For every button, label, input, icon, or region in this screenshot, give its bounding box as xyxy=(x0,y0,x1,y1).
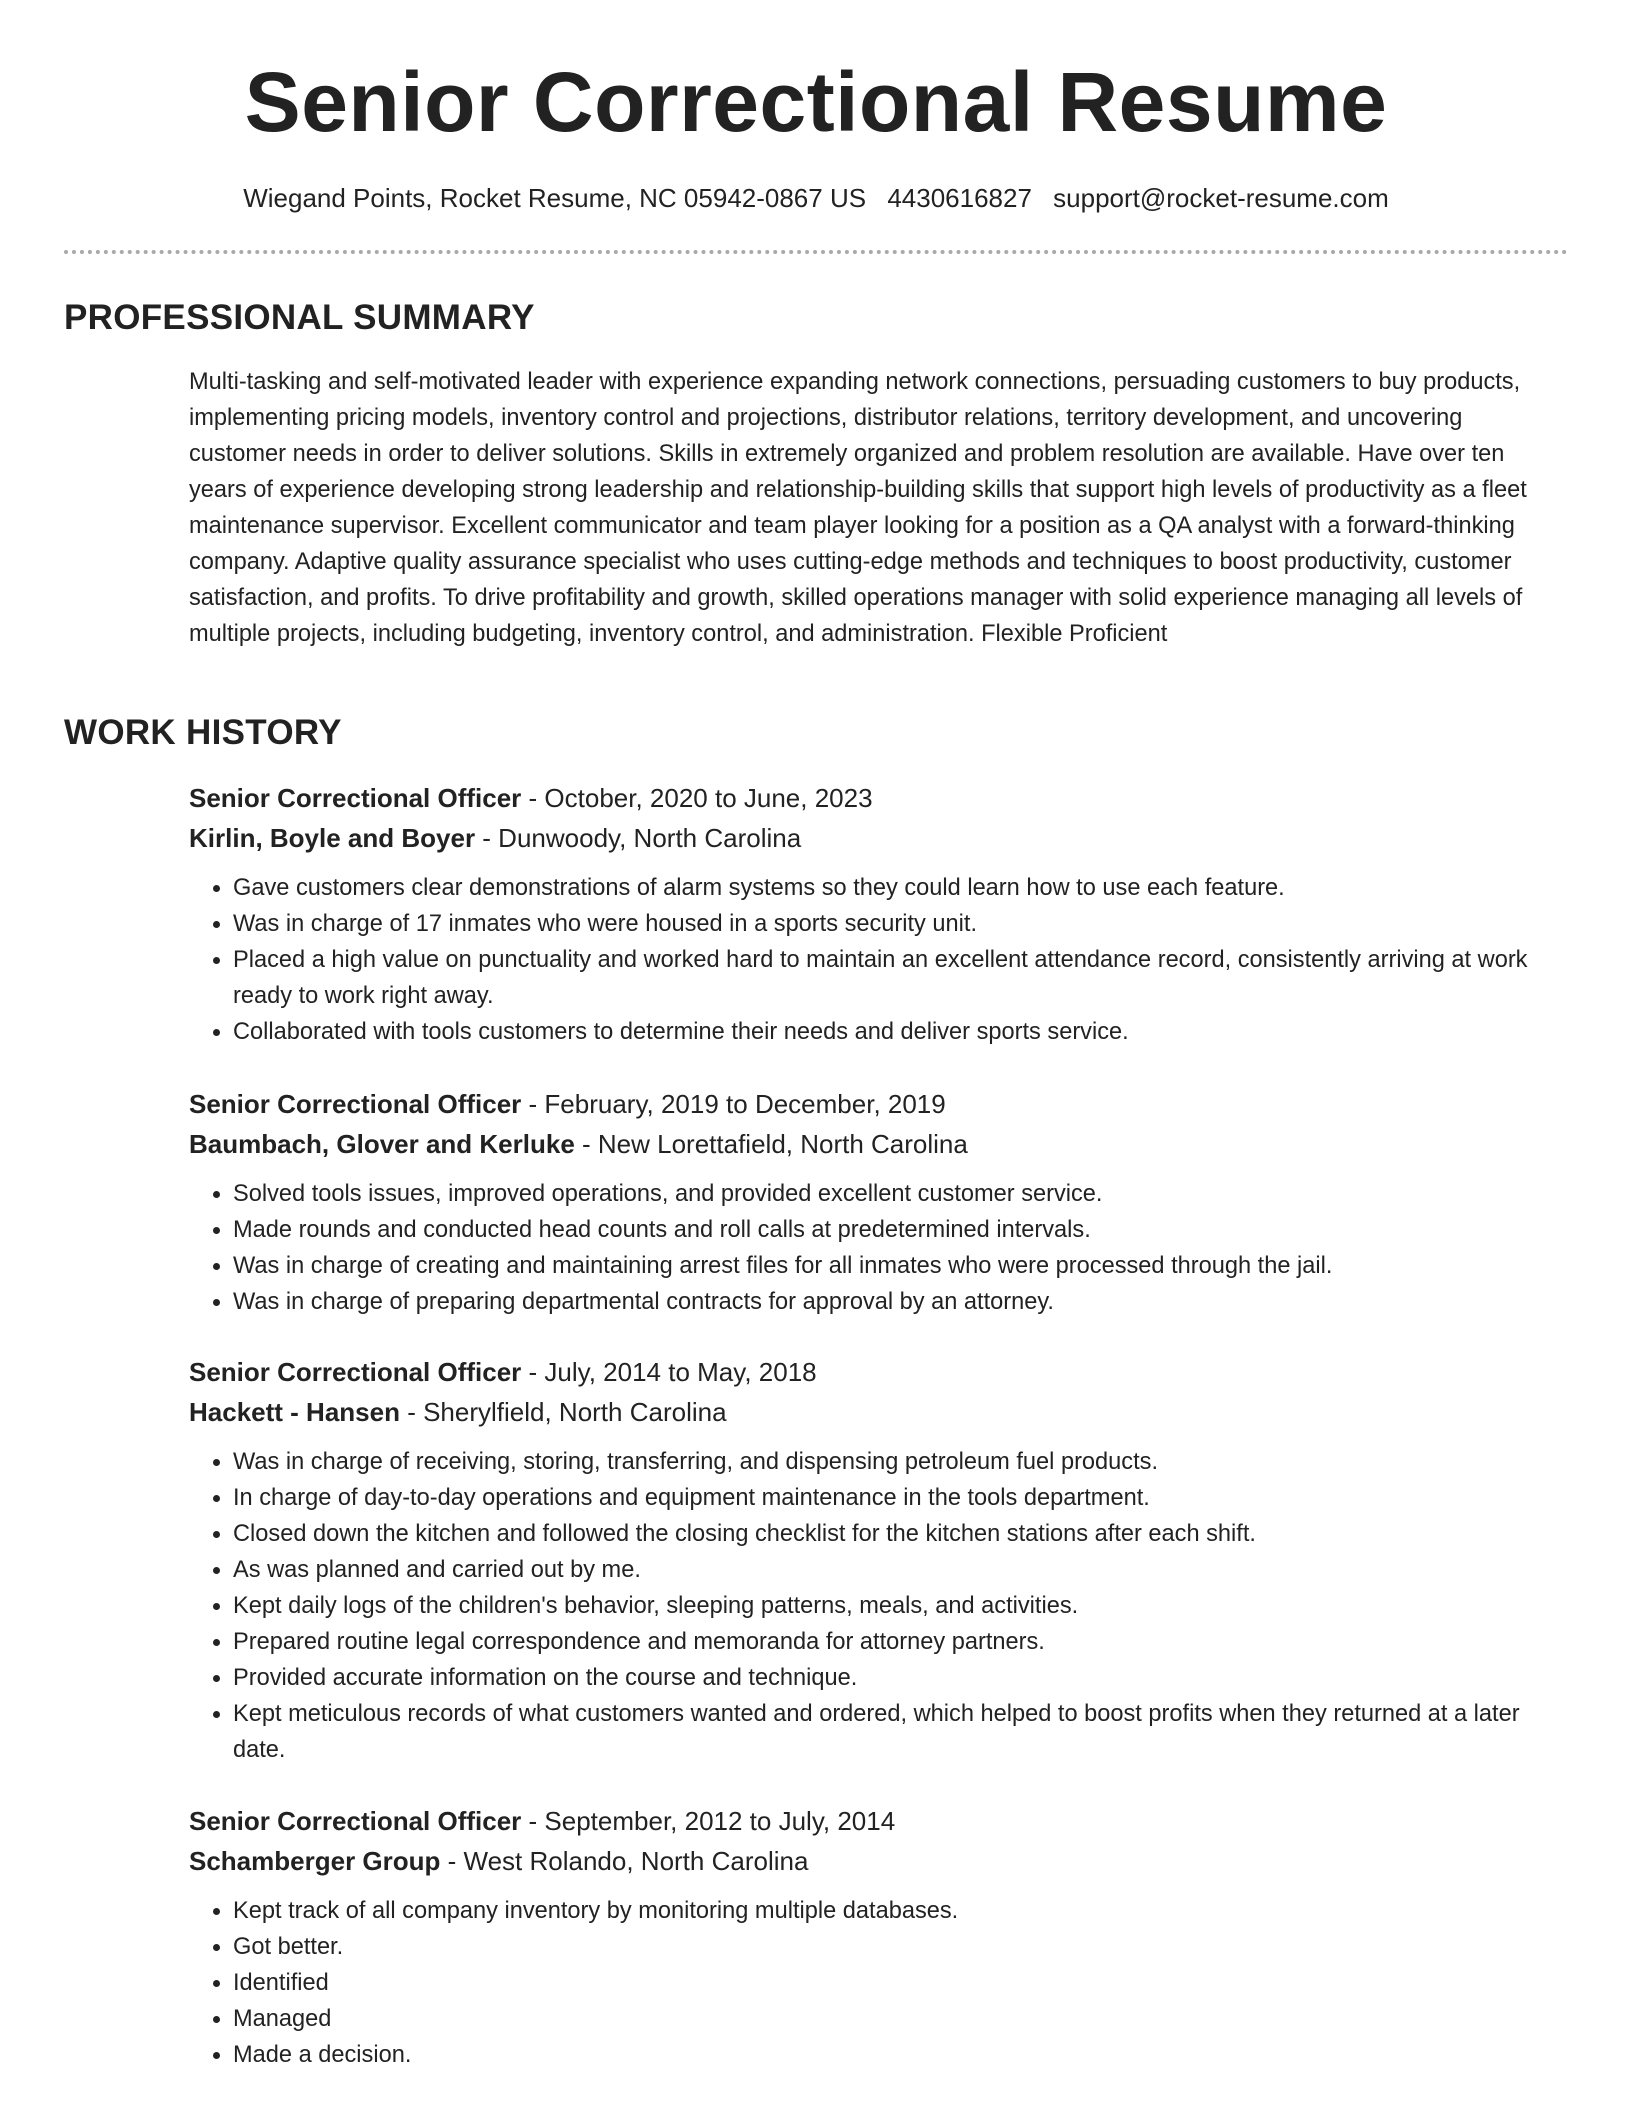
job-bullets xyxy=(189,1444,1549,1768)
work-history-heading: WORK HISTORY xyxy=(64,713,342,752)
job-bullets xyxy=(189,1176,1549,1320)
job-entry xyxy=(189,1352,1549,1768)
contact-line xyxy=(0,180,1632,216)
job-location: - West Rolando, North Carolina xyxy=(440,1846,809,1876)
job-company: Schamberger Group xyxy=(189,1846,441,1876)
job-location: - New Lorettafield, North Carolina xyxy=(574,1129,968,1159)
job-dates: - July, 2014 to May, 2018 xyxy=(521,1357,817,1387)
job-bullet: • Made rounds and conducted head counts and roll calls at predetermined intervals. xyxy=(233,1212,1549,1248)
contact-address: Wiegand Points, Rocket Resume, NC 05942-0867 US xyxy=(243,183,867,213)
job-bullet: • Collaborated with tools customers to determine their needs and deliver sports service. xyxy=(233,1014,1549,1050)
job-bullet: • Closed down the kitchen and followed the closing checklist for the kitchen stations after each shift. xyxy=(233,1516,1549,1552)
job-company: Kirlin, Boyle and Boyer xyxy=(189,823,476,853)
job-company: Baumbach, Glover and Kerluke xyxy=(189,1129,575,1159)
job-bullet: • Gave customers clear demonstrations of alarm systems so they could learn how to use each feature. xyxy=(233,870,1549,906)
job-bullet: • In charge of day-to-day operations and equipment maintenance in the tools department. xyxy=(233,1480,1549,1516)
job-bullet: • Was in charge of 17 inmates who were housed in a sports security unit. xyxy=(233,906,1549,942)
job-title-line xyxy=(189,1352,1549,1392)
job-entry xyxy=(189,778,1549,1050)
header-divider xyxy=(64,250,1568,254)
job-location: - Sherylfield, North Carolina xyxy=(399,1397,727,1427)
job-bullet: • Got better. xyxy=(233,1929,1549,1965)
summary-heading: PROFESSIONAL SUMMARY xyxy=(64,298,535,337)
job-entry xyxy=(189,1801,1549,2073)
job-company: Hackett - Hansen xyxy=(189,1397,400,1427)
job-bullet: • Identified xyxy=(233,1965,1549,2001)
job-bullet: • Was in charge of preparing departmental contracts for approval by an attorney. xyxy=(233,1284,1549,1320)
job-position: Senior Correctional Officer xyxy=(189,1089,522,1119)
job-entry xyxy=(189,1084,1549,1320)
job-bullet: • Made a decision. xyxy=(233,2037,1549,2073)
job-bullet: • Was in charge of creating and maintaining arrest files for all inmates who were processed through the jail. xyxy=(233,1248,1549,1284)
job-bullet: • Kept track of all company inventory by monitoring multiple databases. xyxy=(233,1893,1549,1929)
job-dates: - September, 2012 to July, 2014 xyxy=(521,1806,896,1836)
job-bullet: • Placed a high value on punctuality and worked hard to maintain an excellent attendance record, consistently arriving at work ready to work right away. xyxy=(233,942,1549,1014)
contact-phone: 4430616827 xyxy=(887,183,1032,213)
job-title-line xyxy=(189,1801,1549,1841)
job-position: Senior Correctional Officer xyxy=(189,1806,522,1836)
job-bullet: • As was planned and carried out by me. xyxy=(233,1552,1549,1588)
contact-email: support@rocket-resume.com xyxy=(1053,183,1389,213)
job-bullet: • Prepared routine legal correspondence and memoranda for attorney partners. xyxy=(233,1624,1549,1660)
job-location: - Dunwoody, North Carolina xyxy=(475,823,802,853)
summary-text: Multi-tasking and self-motivated leader with experience expanding network connections, persuading customers to buy products, implementing pricing models, inventory control and projections, distributor relations, territory development, and uncovering customer needs in order to deliver solutions. Skills in extremely organized and problem resolution are available. Have over ten years of experience developing strong leadership and relationship-building skills that support high levels of productivity as a fleet maintenance supervisor. Excellent communicator and team player looking for a position as a QA analyst with a forward-thinking company. Adaptive quality assurance specialist who uses cutting-edge methods and techniques to boost productivity, customer satisfaction, and profits. To drive profitability and growth, skilled operations manager with solid experience managing all levels of multiple projects, including budgeting, inventory control, and administration. Flexible Proficient xyxy=(189,369,1527,647)
resume-title: Senior Correctional Resume xyxy=(244,55,1388,149)
job-dates: - February, 2019 to December, 2019 xyxy=(521,1089,946,1119)
job-bullet: • Was in charge of receiving, storing, transferring, and dispensing petroleum fuel products. xyxy=(233,1444,1549,1480)
job-bullet: • Managed xyxy=(233,2001,1549,2037)
job-bullets xyxy=(189,870,1549,1050)
job-bullets xyxy=(189,1893,1549,2073)
job-company-line xyxy=(189,818,1549,858)
job-title-line xyxy=(189,778,1549,818)
job-bullet: • Kept daily logs of the children's behavior, sleeping patterns, meals, and activities. xyxy=(233,1588,1549,1624)
job-title-line xyxy=(189,1084,1549,1124)
job-company-line xyxy=(189,1392,1549,1432)
job-bullet: • Kept meticulous records of what customers wanted and ordered, which helped to boost profits when they returned at a later date. xyxy=(233,1696,1549,1768)
job-dates: - October, 2020 to June, 2023 xyxy=(521,783,873,813)
job-company-line xyxy=(189,1841,1549,1881)
job-position: Senior Correctional Officer xyxy=(189,783,522,813)
job-company-line xyxy=(189,1124,1549,1164)
job-bullet: • Solved tools issues, improved operations, and provided excellent customer service. xyxy=(233,1176,1549,1212)
job-position: Senior Correctional Officer xyxy=(189,1357,522,1387)
job-bullet: • Provided accurate information on the course and technique. xyxy=(233,1660,1549,1696)
